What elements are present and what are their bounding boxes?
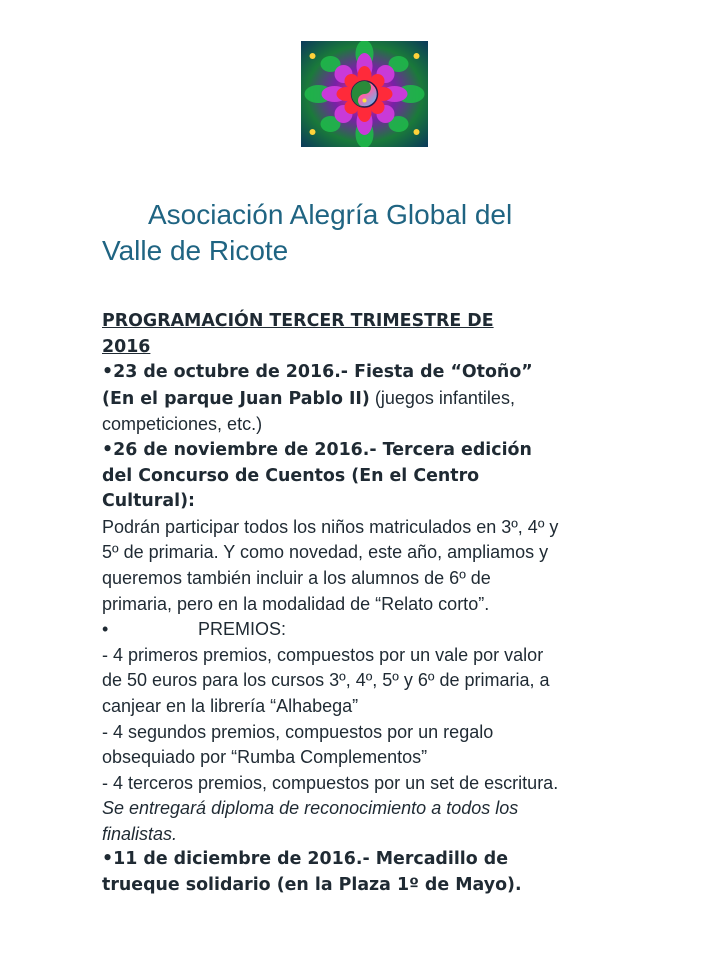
event3-line-2: trueque solidario (en la Plaza 1º de Mayo).: [102, 875, 522, 896]
prize-line: obsequiado por “Rumba Complementos”: [102, 747, 428, 768]
event1-line-2: [102, 386, 662, 413]
event1-line-3: competiciones, etc.): [102, 414, 263, 435]
prize-line: canjear en la librería “Alhabega”: [102, 695, 359, 716]
event2-desc-line: primaria, pero en la modalidad de “Relato corto”.: [102, 593, 490, 614]
prizes-heading: [102, 617, 662, 643]
event1-line-1: •23 de octubre de 2016.- Fiesta de “Otoño”: [102, 362, 533, 383]
event1-activities: (juegos infantiles,: [369, 387, 515, 408]
event3-line-1: •11 de diciembre de 2016.- Mercadillo de: [102, 849, 509, 870]
prizes-bullet: •: [102, 619, 109, 640]
mandala-yin-yang-icon: [301, 41, 428, 147]
prize-line: - 4 terceros premios, compuestos por un set de escritura.: [102, 772, 559, 793]
event1-location: (En el parque Juan Pablo II): [102, 388, 370, 409]
prizes-label: PREMIOS:: [198, 619, 287, 640]
event2-desc-line: 5º de primaria. Y como novedad, este año, ampliamos y: [102, 542, 549, 563]
event2-line-3: Cultural):: [102, 491, 195, 512]
prize-line: - 4 segundos premios, compuestos por un regalo: [102, 721, 494, 742]
prize-line: - 4 primeros premios, compuestos por un vale por valor: [102, 644, 544, 665]
page-title: [102, 197, 662, 269]
event2-line-1: •26 de noviembre de 2016.- Tercera edición: [102, 439, 532, 460]
event2-line-2: del Concurso de Cuentos (En el Centro: [102, 465, 480, 486]
title-line-2: Valle de Ricote: [102, 235, 289, 266]
event2-desc-line: queremos también incluir a los alumnos de 6º de: [102, 567, 491, 588]
heading-line-1: PROGRAMACIÓN TERCER TRIMESTRE DE: [102, 311, 494, 331]
diploma-note-line: Se entregará diploma de reconocimiento a todos los: [102, 798, 519, 819]
document-body: [102, 309, 662, 899]
title-line-1: Asociación Alegría Global del: [148, 199, 513, 230]
diploma-note-line: finalistas.: [102, 823, 178, 844]
event2-desc-line: Podrán participar todos los niños matriculados en 3º, 4º y: [102, 516, 559, 537]
prize-line: de 50 euros para los cursos 3º, 4º, 5º y 6º de primaria, a: [102, 670, 550, 691]
heading-line-2: 2016: [102, 336, 151, 357]
